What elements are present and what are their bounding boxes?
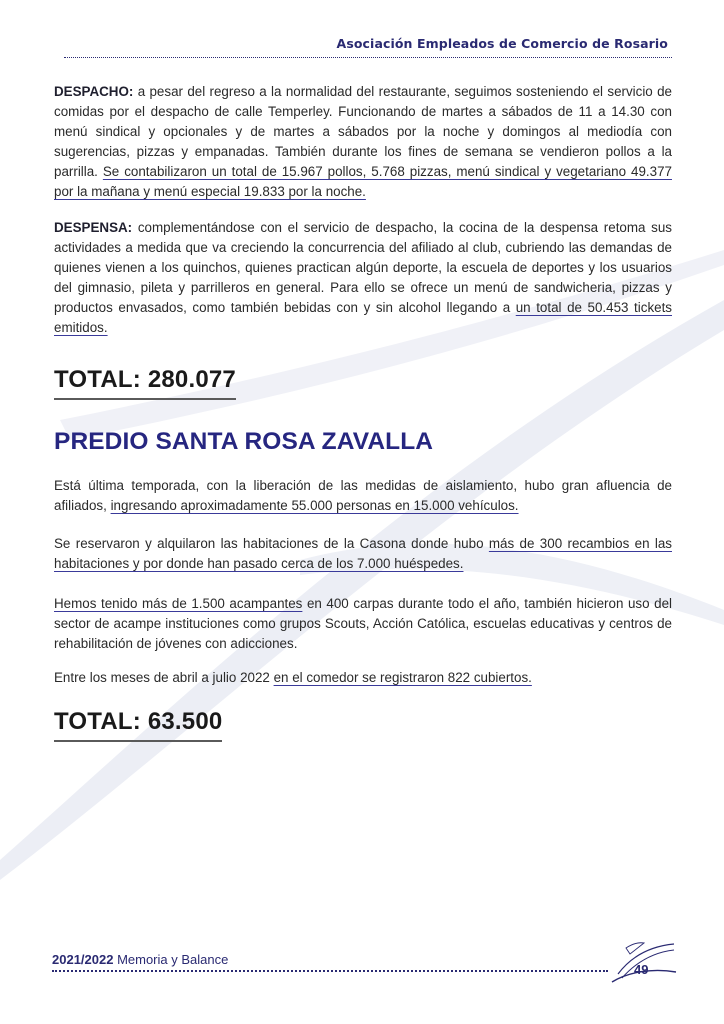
predio-paragraph-4 <box>54 668 672 688</box>
predio-section-title-block <box>54 428 672 456</box>
predio-p2-text: Se reservaron y alquilaron las habitaciones de la Casona donde hubo <box>54 536 489 551</box>
despensa-text: complementándose con el servicio de despacho, la cocina de la despensa retoma sus actividades a medida que va creciendo la concurrencia del afiliado al club, cubriendo las demandas de quienes vienen a los quinchos, quienes practican algún deporte, la escuela de deportes y los usuarios del gimnasio, pileta y parrilleros en general. Para ello se ofrece un menú de sandwicheria, pizzas y productos envasados, como también bebidas con y sin alcohol llegando a <box>54 220 672 315</box>
predio-p1-highlight: ingresando aproximadamente 55.000 personas en 15.000 vehículos. <box>110 498 519 513</box>
despacho-highlight: Se contabilizaron un total de 15.967 pollos, 5.768 pizzas, menú sindical y vegetariano 49.377 por la mañana y menú especial 19.833 por la noche. <box>54 164 672 199</box>
header-divider <box>64 57 672 58</box>
despacho-paragraph <box>54 82 672 202</box>
section-title: PREDIO SANTA ROSA ZAVALLA <box>54 428 434 455</box>
total-block-1 <box>54 366 672 400</box>
despacho-text: a pesar del regreso a la normalidad del restaurante, seguimos sosteniendo el servicio de comidas por el despacho de calle Temperley. Funcionando de martes a sábados de 11 a 14.30 con menú sindical y opcionales y de martes a sábados por la noche y domingos al mediodía con sugerencias, pizzas y empanadas. También durante los fines de semana se vendieron pollos a la parrilla. <box>54 84 672 179</box>
predio-p4-highlight: en el comedor se registraron 822 cubiertos. <box>273 670 532 685</box>
predio-paragraph-3 <box>54 594 672 654</box>
header-title: Asociación Empleados de Comercio de Rosario <box>336 36 668 51</box>
despensa-highlight: un total de 50.453 tickets emitidos. <box>54 300 672 335</box>
despensa-label: DESPENSA: <box>54 220 133 235</box>
predio-p1-text: Está última temporada, con la liberación de las medidas de aislamiento, hubo gran afluencia de afiliados, <box>54 478 672 513</box>
footer-year: 2021/2022 <box>52 952 114 967</box>
total-amount-1: TOTAL: 280.077 <box>54 366 236 400</box>
predio-p3-highlight: Hemos tenido más de 1.500 acampantes <box>54 596 303 611</box>
total-amount-2: TOTAL: 63.500 <box>54 708 222 742</box>
predio-p2-highlight: más de 300 recambios en las habitaciones y por donde han pasado cerca de los 7.000 huéspedes. <box>54 536 672 571</box>
footer-divider <box>52 970 608 972</box>
predio-paragraph-2 <box>54 534 672 574</box>
total-block-2 <box>54 708 672 742</box>
page-number: 49 <box>634 962 649 977</box>
footer-caption <box>52 952 228 967</box>
footer-title: Memoria y Balance <box>113 952 229 967</box>
predio-paragraph-1 <box>54 476 672 516</box>
predio-p3-text: en 400 carpas durante todo el año, también hicieron uso del sector de acampe instituciones como grupos Scouts, Acción Católica, escuelas educativas y centros de rehabilitación de jóvenes con adicciones. <box>54 596 672 651</box>
despacho-label: DESPACHO: <box>54 84 134 99</box>
predio-p4-text: Entre los meses de abril a julio 2022 <box>54 670 274 685</box>
despensa-paragraph <box>54 218 672 338</box>
